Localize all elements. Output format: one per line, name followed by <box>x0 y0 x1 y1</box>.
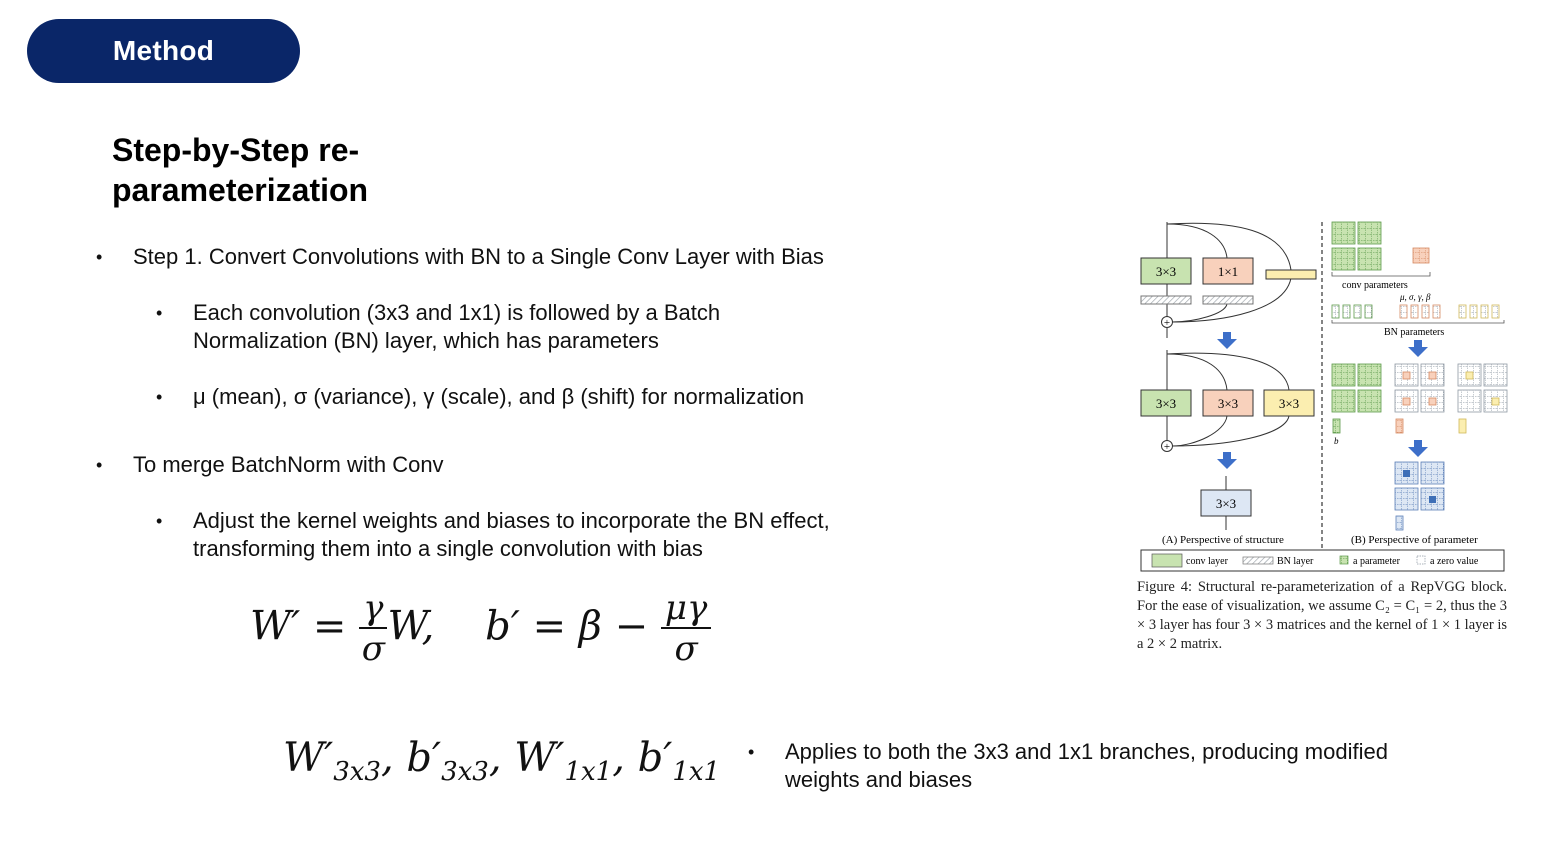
merged-kernels <box>1395 462 1444 530</box>
bullet-dot: • <box>96 247 103 267</box>
equivalent-kernels <box>1332 364 1507 433</box>
bias-label: b <box>1334 436 1339 446</box>
bn-layer-1 <box>1141 296 1191 304</box>
bullet-dot: • <box>96 455 103 475</box>
bullet-step1-sub1-text: Each convolution (3x3 and 1x1) is followed by a Batch Normalization (BN) layer, which has parameters <box>193 300 721 353</box>
bullet-merge-text: To merge BatchNorm with Conv <box>133 452 444 477</box>
down-arrow-1 <box>1217 332 1237 349</box>
bn-symbols: μ, σ, γ, β <box>1400 292 1431 302</box>
legend-a-parameter: a parameter <box>1353 556 1400 567</box>
modified-weights-formula: $W'_{3x3}$, $b'_{3x3}$, $W'_{1x1}$, $b'_{1x1}$ <box>283 735 721 787</box>
bullet-step1 <box>96 243 916 271</box>
bullet-dot: • <box>156 387 163 407</box>
section-label: Method <box>112 35 215 66</box>
figure-caption: Figure 4: Structural re-parameterization of a RepVGG block. For the ease of visualization, we assume C₂ = C₁ = 2, thus the 3 × 3 layer has four 3 × 3 matrices and the kernel of 1 × 1 layer is a 2 × 2 matrix. <box>1137 579 1507 652</box>
identity-bn <box>1266 270 1316 279</box>
bullet-step1-sub2-text: μ (mean), σ (variance), γ (scale), and β (shift) for normalization <box>193 384 805 409</box>
conv3x3-label: 3×3 <box>1155 264 1177 279</box>
figure-legend <box>1141 550 1504 571</box>
bullet-dot: • <box>156 511 163 531</box>
merged-conv3x3-label: 3×3 <box>1215 496 1237 511</box>
sublabel-structure: (A) Perspective of structure <box>1162 534 1284 546</box>
bn-layer-2 <box>1203 296 1253 304</box>
legend-bn-layer: BN layer <box>1277 556 1314 567</box>
bullet-merge-sub1-text: Adjust the kernel weights and biases to incorporate the BN effect, transforming them into a single convolution with bias <box>193 508 830 561</box>
parameter-diagram <box>1332 222 1507 530</box>
structure-diagram <box>1141 222 1316 530</box>
conv3x3-green-label: 3×3 <box>1155 396 1177 411</box>
section-label-pill <box>27 19 300 83</box>
bullet-applies <box>748 738 1468 794</box>
conv3x3-orange-label: 3×3 <box>1217 396 1239 411</box>
sum-sign-2: + <box>1163 441 1171 453</box>
bullet-merge <box>96 451 916 479</box>
bullet-dot: • <box>748 742 755 762</box>
sublabel-parameter: (B) Perspective of parameter <box>1351 534 1478 546</box>
repvgg-diagram <box>1125 210 1525 580</box>
sum-sign: + <box>1163 317 1171 329</box>
bullet-step1-sub2 <box>156 383 916 411</box>
conv3x3-yellow-label: 3×3 <box>1278 396 1300 411</box>
bullet-merge-sub1 <box>156 507 846 563</box>
bullet-step1-text: Step 1. Convert Convolutions with BN to a Single Conv Layer with Bias <box>133 244 824 269</box>
bullet-step1-sub1 <box>156 299 816 355</box>
down-arrow-2 <box>1217 452 1237 469</box>
bullet-applies-text: Applies to both the 3x3 and 1x1 branches, producing modified weights and biases <box>785 739 1388 792</box>
down-arrow-4 <box>1408 440 1428 457</box>
legend-zero-value: a zero value <box>1430 556 1479 567</box>
bullet-dot: • <box>156 303 163 323</box>
bn-param-cells <box>1332 305 1372 318</box>
conv-params-label: conv parameters <box>1342 280 1408 291</box>
slide-title: Step-by-Step re-parameterization <box>112 132 369 208</box>
bn-params-label: BN parameters <box>1384 327 1445 338</box>
down-arrow-3 <box>1408 340 1428 357</box>
bn-merge-formula: W′ = $\frac{\gamma}{\sigma}$ W, b′ = β − $\frac{\mu\gamma}{\sigma}$ <box>250 590 711 669</box>
legend-conv-layer: conv layer <box>1186 556 1228 567</box>
conv1x1-label: 1×1 <box>1217 264 1239 279</box>
